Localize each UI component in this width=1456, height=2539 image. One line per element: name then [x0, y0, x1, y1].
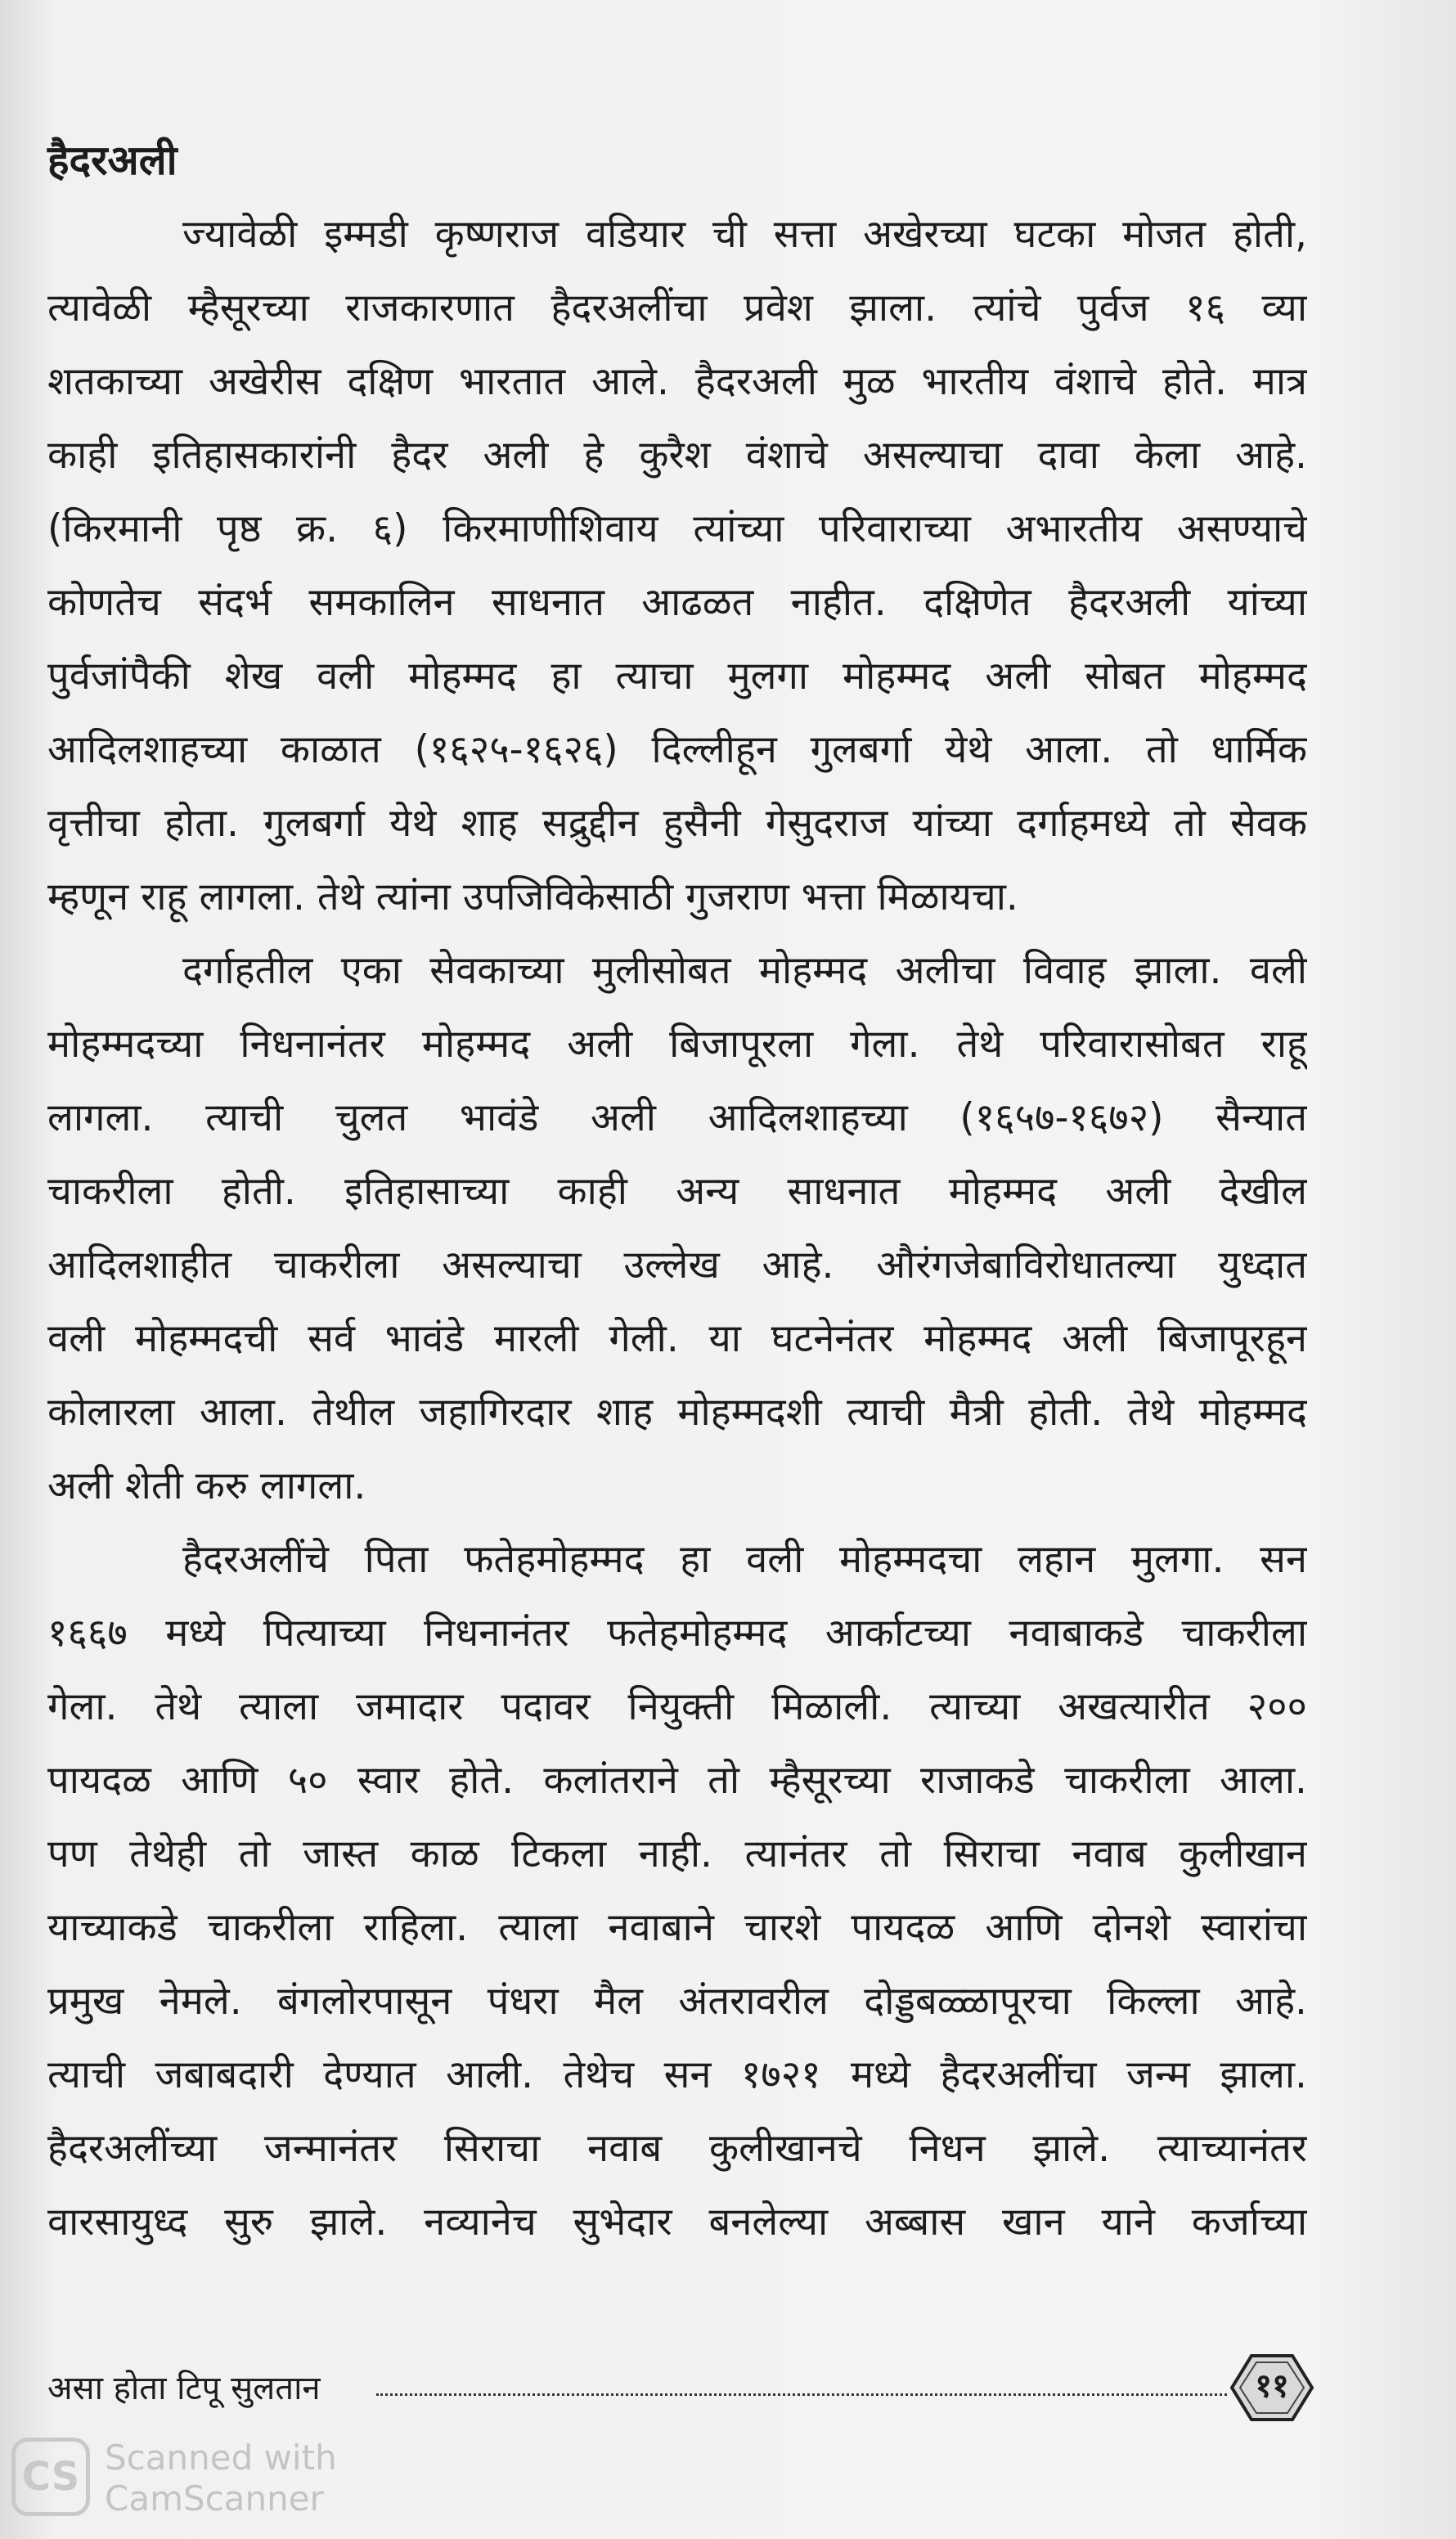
- text-line: म्हणून राहू लागला. तेथे त्यांना उपजिविकेसाठी गुजराण भत्ता मिळायचा.: [47, 874, 1018, 919]
- text-line: अली शेती करु लागला.: [47, 1463, 366, 1508]
- text-line: ज्यावेळी इम्मडी कृष्णराज वडियार ची सत्ता अखेरच्या घटका मोजत होती,: [182, 212, 1307, 257]
- text-line: आदिलशाहीत चाकरीला असल्याचा उल्लेख आहे. औरंगजेबाविरोधातल्या युध्दात: [47, 1243, 1307, 1287]
- camscanner-logo-icon: CS: [11, 2438, 90, 2516]
- chapter-heading: हैदरअली: [47, 137, 178, 184]
- watermark-text: [105, 2438, 337, 2519]
- text-line: गेला. तेथे त्याला जमादार पदावर नियुक्ती मिळाली. त्याच्या अखत्यारीत २००: [47, 1684, 1307, 1729]
- paragraph-2: [47, 934, 1307, 1523]
- text-line: शतकाच्या अखेरीस दक्षिण भारतात आले. हैदरअली मुळ भारतीय वंशाचे होते. मात्र: [47, 359, 1307, 404]
- paragraph-3: [47, 1523, 1307, 2259]
- text-line: आदिलशाहच्या काळात (१६२५-१६२६) दिल्लीहून गुलबर्गा येथे आला. तो धार्मिक: [47, 727, 1307, 772]
- text-line: पायदळ आणि ५० स्वार होते. कलांतराने तो म्हैसूरच्या राजाकडे चाकरीला आला.: [47, 1758, 1307, 1803]
- text-line: वली मोहम्मदची सर्व भावंडे मारली गेली. या घटनेनंतर मोहम्मद अली बिजापूरहून: [47, 1316, 1307, 1361]
- text-line: चाकरीला होती. इतिहासाच्या काही अन्य साधनात मोहम्मद अली देखील: [47, 1169, 1307, 1214]
- text-line: त्यावेळी म्हैसूरच्या राजकारणात हैदरअलींचा प्रवेश झाला. त्यांचे पुर्वज १६ व्या: [47, 285, 1307, 330]
- text-line: हैदरअलींचे पिता फतेहमोहम्मद हा वली मोहम्मदचा लहान मुलगा. सन: [182, 1537, 1307, 1582]
- text-line: लागला. त्याची चुलत भावंडे अली आदिलशाहच्या (१६५७-१६७२) सैन्यात: [47, 1095, 1307, 1140]
- body-text: [47, 198, 1307, 2259]
- text-line: पुर्वजांपैकी शेख वली मोहम्मद हा त्याचा मुलगा मोहम्मद अली सोबत मोहम्मद: [47, 654, 1307, 699]
- watermark-line-1: Scanned with: [105, 2438, 337, 2478]
- text-line: वृत्तीचा होता. गुलबर्गा येथे शाह सद्रुद्दीन हुसैनी गेसुदराज यांच्या दर्गाहमध्ये तो सेवक: [47, 801, 1307, 846]
- text-line: हैदरअलींच्या जन्मानंतर सिराचा नवाब कुलीखानचे निधन झाले. त्याच्यानंतर: [47, 2126, 1307, 2171]
- paragraph-1: [47, 198, 1307, 934]
- text-line: कोणतेच संदर्भ समकालिन साधनात आढळत नाहीत. दक्षिणेत हैदरअली यांच्या: [47, 580, 1307, 625]
- text-line: कोलारला आला. तेथील जहागिरदार शाह मोहम्मदशी त्याची मैत्री होती. तेथे मोहम्मद: [47, 1390, 1307, 1435]
- footer-divider: [376, 2393, 1227, 2396]
- text-line: वारसायुध्द सुरु झाले. नव्यानेच सुभेदार बनलेल्या अब्बास खान याने कर्जाच्या: [47, 2200, 1307, 2245]
- text-line: याच्याकडे चाकरीला राहिला. त्याला नवाबाने चारशे पायदळ आणि दोनशे स्वारांचा: [47, 1905, 1307, 1950]
- page-number: ११: [1255, 2367, 1289, 2405]
- watermark-line-2: CamScanner: [105, 2478, 324, 2519]
- text-line: दर्गाहतील एका सेवकाच्या मुलीसोबत मोहम्मद अलीचा विवाह झाला. वली: [182, 948, 1307, 993]
- text-line: (किरमानी पृष्ठ क्र. ६) किरमाणीशिवाय त्यांच्या परिवाराच्या अभारतीय असण्याचे: [47, 506, 1307, 551]
- text-line: मोहम्मदच्या निधनानंतर मोहम्मद अली बिजापूरला गेला. तेथे परिवारासोबत राहू: [47, 1022, 1307, 1067]
- text-line: पण तेथेही तो जास्त काळ टिकला नाही. त्यानंतर तो सिराचा नवाब कुलीखान: [47, 1831, 1307, 1876]
- text-line: १६६७ मध्ये पित्याच्या निधनानंतर फतेहमोहम्मद आर्काटच्या नवाबाकडे चाकरीला: [47, 1611, 1307, 1656]
- camscanner-watermark: [11, 2429, 388, 2528]
- text-line: प्रमुख नेमले. बंगलोरपासून पंधरा मैल अंतरावरील दोड्डबळ्ळापूरचा किल्ला आहे.: [47, 1979, 1307, 2024]
- text-line: त्याची जबाबदारी देण्यात आली. तेथेच सन १७२१ मध्ये हैदरअलींचा जन्म झाला.: [47, 2052, 1307, 2097]
- book-title: असा होता टिपू सुलतान: [47, 2370, 321, 2407]
- text-line: काही इतिहासकारांनी हैदर अली हे कुरैश वंशाचे असल्याचा दावा केला आहे.: [47, 433, 1307, 478]
